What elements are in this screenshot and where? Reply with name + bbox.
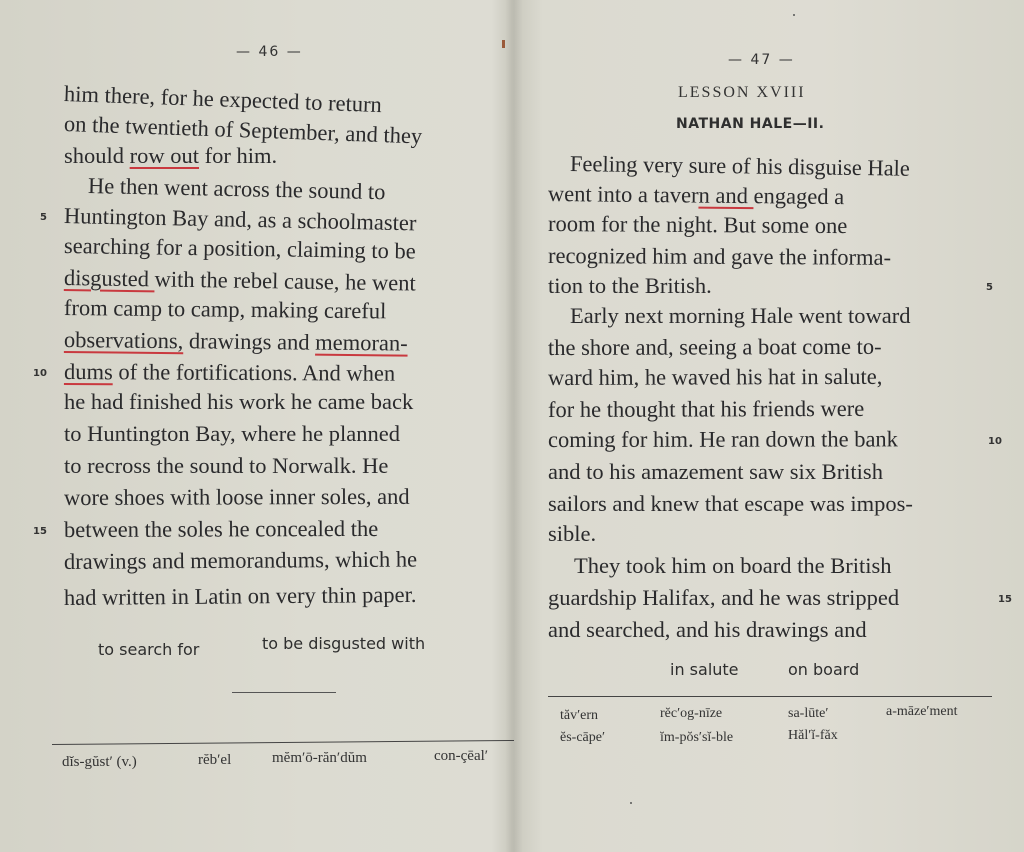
text-line: disgusted with the rebel cause, he went (63, 265, 416, 296)
text-line: coming for him. He ran down the bank (547, 426, 898, 452)
text-line: on the twentieth of September, and they (63, 111, 423, 149)
line-number: 10 (988, 436, 1002, 447)
glossary-word: con-çēal′ (434, 748, 489, 764)
glossary-word: mĕm′ō-răn′dŭm (272, 750, 367, 766)
text-line: They took him on board the British (574, 553, 892, 578)
text-line: searching for a position, claiming to be (63, 233, 416, 264)
speck (630, 802, 632, 804)
text-line: he had finished his work he came back (64, 389, 414, 414)
text-line: room for the night. But some one (547, 211, 848, 239)
text-line: observations, drawings and memoran- (63, 327, 408, 356)
text-line: recognized him and gave the informa- (547, 243, 892, 270)
lesson-heading: LESSON XVIII (678, 84, 806, 101)
phrase-1: in salute (670, 660, 739, 679)
right-page (520, 0, 1024, 852)
text-line: should row out for him. (64, 143, 278, 168)
text-line: went into a tavern and engaged a (547, 181, 845, 210)
line-number: 15 (998, 594, 1012, 605)
line-number: 15 (33, 526, 47, 537)
text-line: Early next morning Hale went toward (570, 303, 911, 328)
glossary-word: ĕs-cāpe′ (560, 730, 606, 745)
divider (232, 692, 336, 693)
text-line: ward him, he waved his hat in salute, (547, 363, 883, 390)
line-number: 5 (40, 212, 47, 223)
glossary-word: Hăl′ĭ-făx (788, 728, 838, 743)
speck (793, 14, 795, 16)
text-line: sible. (548, 521, 597, 546)
text-line: to Huntington Bay, where he planned (64, 421, 400, 446)
lesson-subtitle: NATHAN HALE—II. (676, 116, 825, 132)
text-line: Feeling very sure of his disguise Hale (569, 151, 911, 181)
glossary-word: rĕb′el (198, 752, 232, 768)
phrase-2: on board (788, 660, 860, 679)
phrase-1: to search for (98, 640, 200, 659)
glossary-word: rĕc′og-nīze (660, 706, 723, 721)
page-number: — 47 — (728, 52, 795, 68)
text-line: dums of the fortifications. And when (63, 359, 396, 386)
text-line: wore shoes with loose inner soles, and (63, 483, 410, 510)
text-line: and searched, and his drawings and (548, 617, 867, 642)
divider (52, 740, 514, 745)
text-line: the shore and, seeing a boat come to- (547, 333, 882, 360)
text-line: Huntington Bay and, as a schoolmaster (63, 203, 417, 236)
text-line: had written in Latin on very thin paper. (63, 581, 417, 610)
text-line: and to his amazement saw six British (548, 459, 883, 484)
text-line: to recross the sound to Norwalk. He (64, 453, 389, 478)
glossary-word: ĭm-pŏs′sĭ-ble (660, 730, 734, 745)
text-line: drawings and memorandums, which he (63, 546, 418, 574)
glossary-word: sa-lūte′ (788, 706, 829, 721)
phrase-2: to be disgusted with (262, 634, 426, 653)
glossary-word: a-māze′ment (886, 704, 958, 719)
text-line: between the soles he concealed the (63, 515, 379, 542)
text-line: guardship Halifax, and he was stripped (548, 585, 900, 610)
glossary-word: dĭs-gŭst′ (v.) (62, 754, 137, 770)
text-line: He then went across the sound to (87, 173, 386, 205)
text-line: him there, for he expected to return (63, 81, 383, 118)
line-number: 5 (986, 282, 993, 293)
divider (548, 696, 992, 697)
text-line: for he thought that his friends were (547, 395, 865, 422)
glossary-word: tăv′ern (560, 708, 599, 723)
text-line: sailors and knew that escape was impos- (548, 491, 913, 516)
text-line: from camp to camp, making careful (63, 295, 387, 324)
text-line: tion to the British. (548, 273, 712, 298)
line-number: 10 (33, 368, 47, 379)
page-number: — 46 — (236, 44, 303, 60)
